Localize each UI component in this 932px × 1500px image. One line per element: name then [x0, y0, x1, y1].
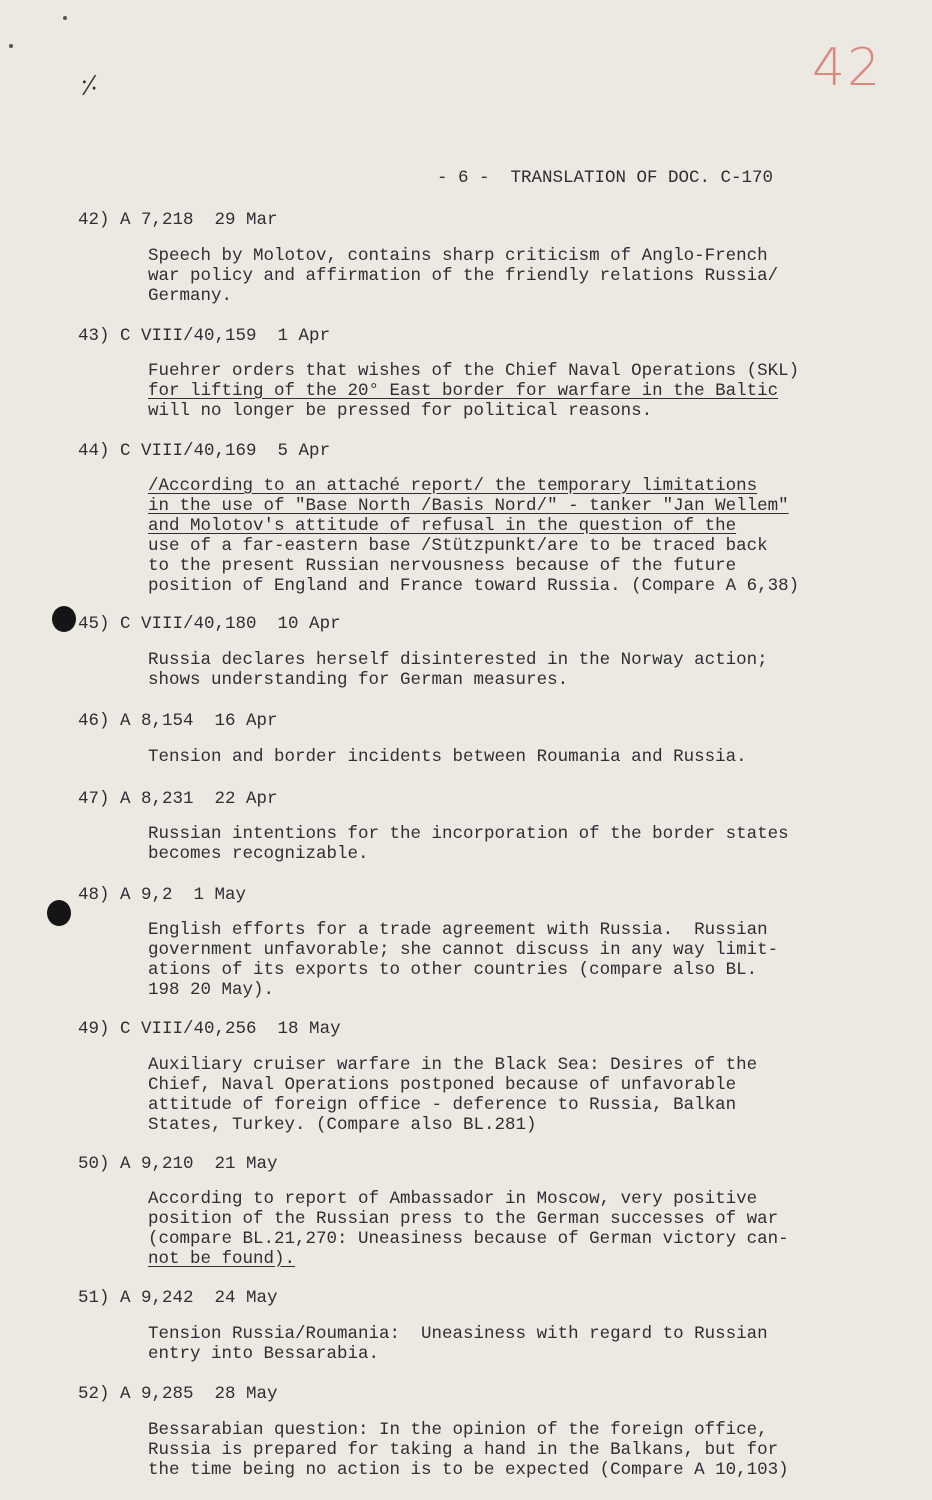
entry-text: Speech by Molotov, contains sharp criticism of Anglo-French war policy and affirmation of the friendly relations Russia/ Germany. — [148, 246, 779, 306]
entry-text: Russian intentions for the incorporation of the border states becomes recognizable. — [148, 824, 789, 864]
speck — [63, 16, 67, 20]
entry-reference: 52) A 9,285 28 May — [78, 1384, 278, 1404]
entry-reference: 51) A 9,242 24 May — [78, 1288, 278, 1308]
entry-reference: 45) C VIII/40,180 10 Apr — [78, 614, 341, 634]
entry-text: Tension and border incidents between Roumania and Russia. — [148, 747, 747, 767]
entry-reference: 49) C VIII/40,256 18 May — [78, 1019, 341, 1039]
entry-reference: 46) A 8,154 16 Apr — [78, 711, 278, 731]
entry-reference: 42) A 7,218 29 Mar — [78, 210, 278, 230]
handwritten-page-number: 42 — [812, 38, 883, 98]
entry-text: Tension Russia/Roumania: Uneasiness with regard to Russian entry into Bessarabia. — [148, 1324, 768, 1364]
entry-reference: 48) A 9,2 1 May — [78, 885, 247, 905]
entry-text: Fuehrer orders that wishes of the Chief Naval Operations (SKL) for lifting of the 20° East border for warfare in the Baltic will no longer be pressed for political reasons. — [148, 361, 800, 421]
punch-hole — [47, 900, 71, 926]
entry-text: Bessarabian question: In the opinion of the foreign office, Russia is prepared for taking a hand in the Balkans, but for the time being no action is to be expected (Compare A 10,103) — [148, 1420, 789, 1480]
entry-text: English efforts for a trade agreement with Russia. Russian government unfavorable; she cannot discuss in any way limit- ations of its exports to other countries (compare also BL. 198 20 May). — [148, 920, 779, 1000]
entry-reference: 43) C VIII/40,159 1 Apr — [78, 326, 331, 346]
pencil-check-mark: ⸓ — [80, 73, 99, 104]
page-header: - 6 - TRANSLATION OF DOC. C-170 — [437, 168, 774, 188]
speck — [9, 44, 13, 48]
entry-reference: 47) A 8,231 22 Apr — [78, 789, 278, 809]
punch-hole — [52, 606, 76, 632]
entry-reference: 44) C VIII/40,169 5 Apr — [78, 441, 331, 461]
entry-reference: 50) A 9,210 21 May — [78, 1154, 278, 1174]
entry-text: Russia declares herself disinterested in the Norway action; shows understanding for German measures. — [148, 650, 768, 690]
entry-text: According to report of Ambassador in Moscow, very positive position of the Russian press to the German successes of war (compare BL.21,270: Uneasiness because of German victory can- not be found). — [148, 1189, 789, 1269]
entry-text: /According to an attaché report/ the temporary limitations in the use of "Base North /Basis Nord/" - tanker "Jan Wellem" and Molotov's attitude of refusal in the question of the use of a far-eastern base /Stützpunkt/are to be traced back to the present Russian nervousness because of the future position of England and France toward Russia. (Compare A 6,38) — [148, 476, 800, 596]
entry-text: Auxiliary cruiser warfare in the Black Sea: Desires of the Chief, Naval Operations postponed because of unfavorable attitude of foreign office - deference to Russia, Balkan States, Turkey. (Compare also BL.281) — [148, 1055, 758, 1135]
